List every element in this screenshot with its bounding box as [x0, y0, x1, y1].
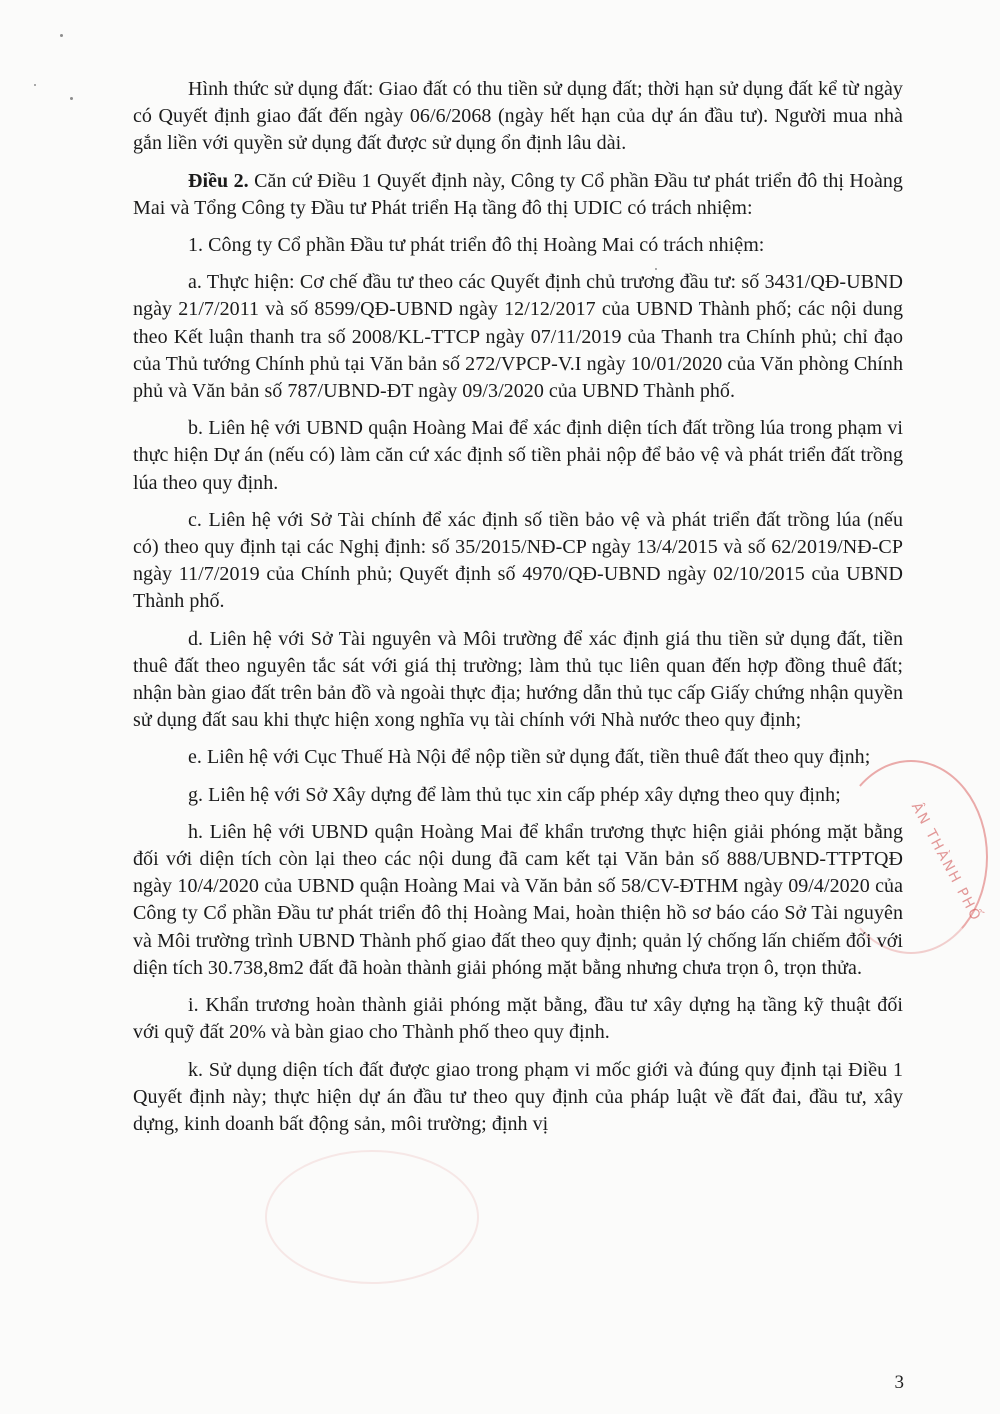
paragraph-item-c — [133, 507, 903, 616]
article-heading: Điều 2. — [188, 169, 249, 192]
faint-seal-stamp — [265, 1150, 479, 1284]
paragraph-text: c. Liên hệ với Sở Tài chính để xác định số tiền bảo vệ và phát triển đất trồng lúa (nếu có) theo quy định tại các Nghị định: số 35/2015/NĐ-CP ngày 13/4/2015 và số 62/2019/NĐ-CP ngày 11/7/2019 của Chính phủ; Quyết định số 4970/QĐ-UBND ngày 02/10/2015 của UBND Thành phố. — [133, 508, 903, 613]
paragraph-text: k. Sử dụng diện tích đất được giao trong phạm vi mốc giới và đúng quy định tại Điều 1 Quyết định này; thực hiện dự án đầu tư theo quy định của pháp luật về đất đai, đầu tư, xây dựng, kinh doanh bất động sản, môi trường; định vị — [133, 1058, 903, 1135]
paragraph-item-b — [133, 415, 903, 497]
paragraph-item-i — [133, 992, 903, 1046]
paragraph-text: g. Liên hệ với Sở Xây dựng để làm thủ tục xin cấp phép xây dựng theo quy định; — [188, 783, 841, 806]
scan-speck — [34, 84, 36, 86]
paragraph-text: e. Liên hệ với Cục Thuế Hà Nội để nộp tiền sử dụng đất, tiền thuê đất theo quy định; — [188, 746, 871, 769]
paragraph-text: 1. Công ty Cổ phần Đầu tư phát triển đô thị Hoàng Mai có trách nhiệm: — [188, 234, 765, 257]
paragraph-text: Hình thức sử dụng đất: Giao đất có thu tiền sử dụng đất; thời hạn sử dụng đất kể từ ngày có Quyết định giao đất đến ngày 06/6/2068 (ngày hết hạn của dự án đầu tư). Người mua nhà gắn liền với quyền sử dụng đất được sử dụng ổn định lâu dài. — [133, 78, 903, 155]
paragraph-item-a — [133, 269, 903, 405]
paragraph-text: a. Thực hiện: Cơ chế đầu tư theo các Quyết định chủ trương đầu tư: số 3431/QĐ-UBND ngày 21/7/2011 và số 8599/QĐ-UBND ngày 12/12/2017 của UBND Thành phố; các nội dung theo Kết luận thanh tra số 2008/KL-TTCP ngày 07/11/2019 của Thanh tra Chính phủ; chỉ đạo của Thủ tướng Chính phủ tại Văn bản số 272/VPCP-V.I ngày 10/01/2020 của Văn phòng Chính phủ và Văn bản số 787/UBND-ĐT ngày 09/3/2020 của UBND Thành phố. — [133, 271, 903, 403]
red-seal-stamp-text: ÂN THÀNH PHỐ — [907, 800, 985, 925]
paragraph-text: d. Liên hệ với Sở Tài nguyên và Môi trường để xác định giá thu tiền sử dụng đất, tiền thuê đất theo nguyên tắc sát với giá thị trường; làm thủ tục liên quan đến hợp đồng thuê đất; nhận bàn giao đất trên bản đồ và ngoài thực địa; hướng dẫn thủ tục cấp Giấy chứng nhận quyền sử dụng đất sau khi thực hiện xong nghĩa vụ tài chính với Nhà nước theo quy định; — [133, 627, 903, 732]
paragraph-article-2 — [133, 168, 903, 222]
paragraph-text: i. Khẩn trương hoàn thành giải phóng mặt bằng, đầu tư xây dựng hạ tầng kỹ thuật đối với quỹ đất 20% và bàn giao cho Thành phố theo quy định. — [133, 994, 903, 1044]
paragraph-item-d — [133, 626, 903, 735]
scan-speck — [60, 34, 63, 37]
paragraph-text: b. Liên hệ với UBND quận Hoàng Mai để xác định diện tích đất trồng lúa trong phạm vi thực hiện Dự án (nếu có) làm căn cứ xác định số tiền phải nộp để bảo vệ và phát triển đất trồng lúa theo quy định. — [133, 417, 903, 494]
page-number: 3 — [894, 1372, 904, 1393]
paragraph-land-use-form — [133, 76, 903, 158]
paragraph-text: h. Liên hệ với UBND quận Hoàng Mai để khẩn trương thực hiện giải phóng mặt bằng đối với diện tích còn lại theo các nội dung đã cam kết tại Văn bản số 888/UBND-TTPTQĐ ngày 10/4/2020 của UBND quận Hoàng Mai và Văn bản số 58/CV-ĐTHM ngày 09/4/2020 của Công ty Cổ phần Đầu tư phát triển đô thị Hoàng Mai, hoàn thiện hồ sơ báo cáo Sở Tài nguyên và Môi trường trình UBND Thành phố giao đất theo quy định; quản lý chống lấn chiếm đối với diện tích 30.738,8m2 đất đã hoàn thành giải phóng mặt bằng nhưng chưa trọn ô, trọn thửa. — [133, 820, 903, 979]
paragraph-item-h — [133, 819, 903, 982]
paragraph-item-g — [133, 782, 903, 809]
document-body — [133, 76, 903, 1148]
paragraph-item-k — [133, 1057, 903, 1139]
paragraph-item-1 — [133, 232, 903, 259]
paragraph-text: Căn cứ Điều 1 Quyết định này, Công ty Cổ phần Đầu tư phát triển đô thị Hoàng Mai và Tổng Công ty Đầu tư Phát triển Hạ tầng đô thị UDIC có trách nhiệm: — [133, 169, 903, 219]
paragraph-item-e — [133, 744, 903, 771]
scan-speck — [70, 97, 73, 100]
